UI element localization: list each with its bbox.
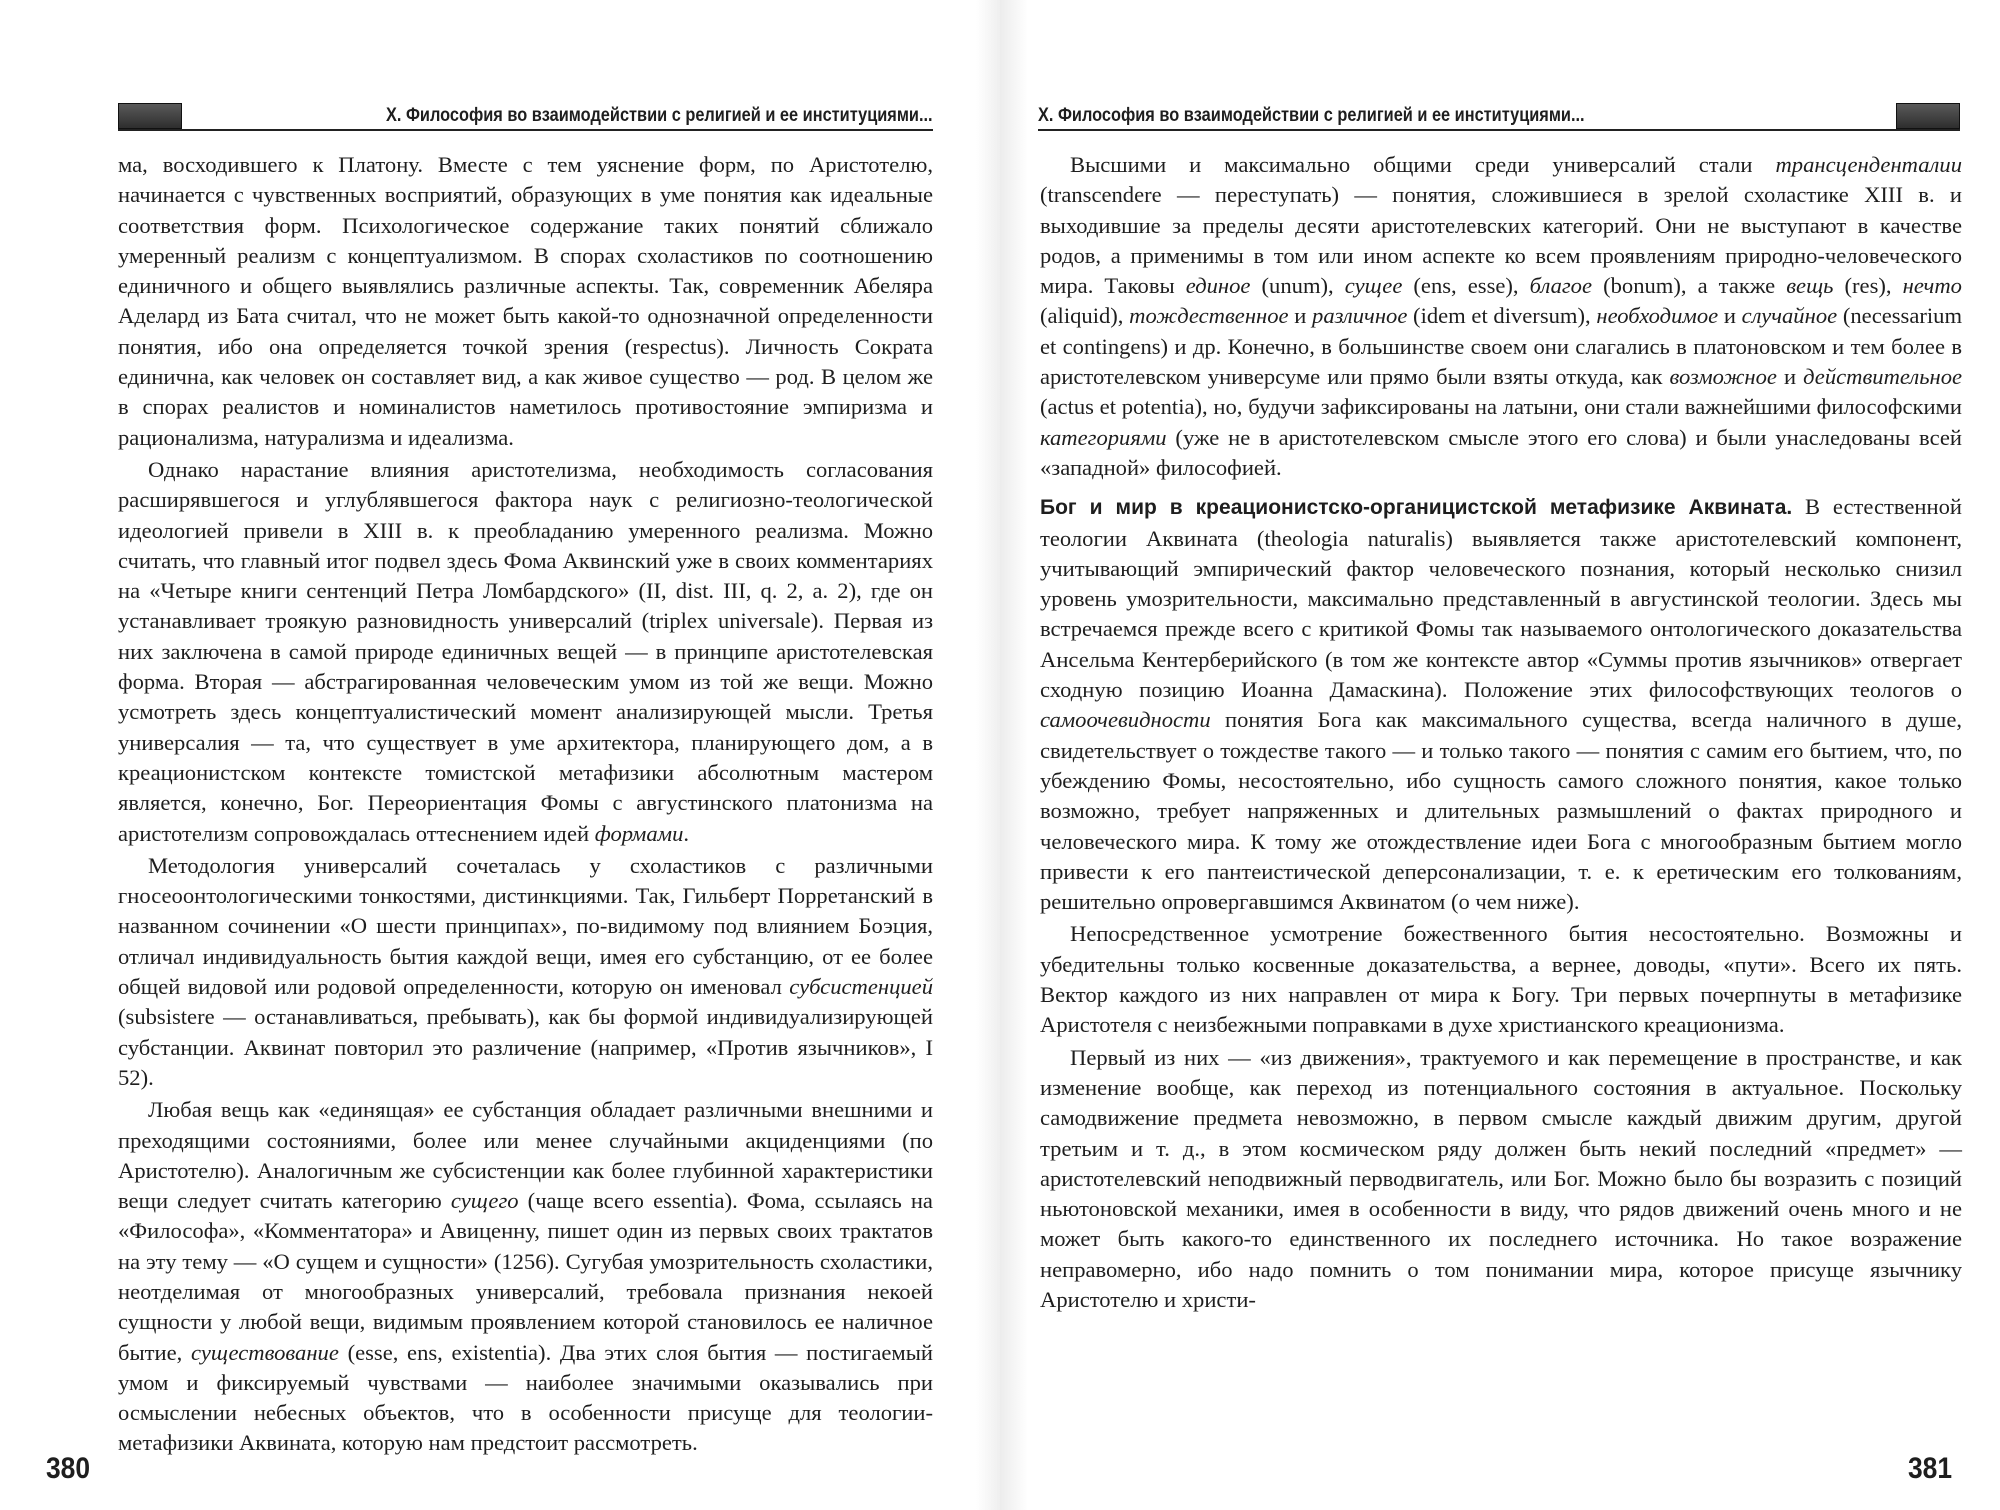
header-decor-block: [118, 103, 182, 129]
italic-term: тождественное: [1129, 303, 1289, 329]
paragraph-text: Высшими и максимально общими среди универсалий стали: [1070, 152, 1753, 177]
italic-term: сущее: [1344, 273, 1403, 299]
italic-term: благое: [1529, 273, 1593, 299]
paragraph-text: Методология универсалий сочеталась у схоластиков с различными гносеоонтологическими тонкостями, дистинкциями. Так, Гильберт Порретанский в названном сочинении «О шести принципах», по-видимому под влиянием Боэция, отличал индивидуальность бытия каждой вещи, имея его субстанцию, от ее более общей видовой или родовой определенности, которую он именовал: [118, 852, 933, 1000]
paragraph: Непосредственное усмотрение божественного бытия несостоятельно. Возможны и убедительны только косвенные доказательства, а вернее, доводы, «пути». Всего их пять. Вектор каждого из них направлен от мира к Богу. Три первых почерпнуты в метафизике Аристотеля с неизбежными поправками в духе христианского креационизма.: [1040, 921, 1962, 1038]
paragraph-text: (unum),: [1261, 273, 1334, 299]
paragraph: [118, 1095, 933, 1459]
italic-term: категориями: [1040, 424, 1167, 450]
italic-term: нечто: [1902, 273, 1962, 299]
running-header-title: X. Философия во взаимодействии с религией и ее институциями...: [386, 105, 933, 126]
paragraph-text: В естественной теологии Аквината (theologia naturalis) выявляется также аристотелевский компонент, учитывающий эмпирический фактор человеческого познания, который несколько снизил уровень умозрительности, максимально представленный в августинской теологии. Здесь мы встречаемся прежде всего с критикой Фомы так называемого онтологического доказательства Ансельма Кентерберийского (в том же контексте автор «Суммы против язычников» отвергает сходную позицию Иоанна Дамаскина). Положение этих философствующих теологов о: [1040, 494, 1962, 703]
running-header-right: [1038, 103, 1960, 131]
paragraph: [1040, 150, 1962, 483]
paragraph-text: и: [1294, 303, 1307, 329]
italic-term: существование: [191, 1339, 339, 1365]
italic-term: трансценденталии: [1775, 152, 1962, 177]
paragraph-text: (actus et potentia), но, будучи зафиксированы на латыни, они стали важнейшими философскими: [1040, 394, 1962, 420]
italic-term: сущего: [450, 1188, 519, 1214]
italic-term: случайное: [1741, 303, 1838, 329]
italic-term: необходимое: [1596, 303, 1719, 329]
paragraph-text: Любая вещь как «единящая» ее субстанция обладает различными внешними и преходящими состояниями, более или менее случайными акциденциями (по Аристотелю). Аналогичным же субсистенции как более глубинной характеристики вещи следует считать категорию: [118, 1097, 933, 1214]
paragraph-text: (idem et diversum),: [1413, 303, 1591, 329]
paragraph-text: Однако нарастание влияния аристотелизма, необходимость согласования расширявшегося и углублявшегося фактора наук с религиозно-теологической идеологией привели в XIII в. к преобладанию умеренного реализма. Можно считать, что главный итог подвел здесь Фома Аквинский уже в своих комментариях на «Четыре книги сентенций Петра Ломбардского» (II, dist. III, q. 2, a. 2), где он устанавливает троякую разновидность универсалий (triplex universale). Первая из них заключена в самой природе единичных вещей — в принципе аристотелевская форма. Вторая — абстрагированная человеческим умом из той же вещи. Можно усмотреть здесь концептуалистический момент анализирующей мысли. Третья универсалия — та, что существует в уме архитектора, планирующего дом, а в креационистском контексте томистской метафизики абсолютным мастером является, конечно, Бог. Переориентация Фомы с августинского платонизма на аристотелизм сопровождалась оттеснением идей: [118, 456, 933, 846]
paragraph-text: (уже не в аристотелевском смысле этого его слова) и были унаследованы всей «западной» философией.: [1040, 424, 1962, 480]
italic-term: вещь: [1786, 273, 1834, 299]
paragraph-text: (res),: [1844, 273, 1892, 299]
running-header-title: X. Философия во взаимодействии с религией и ее институциями...: [1038, 105, 1585, 126]
paragraph-text: (esse, ens, existentia). Два этих слоя бытия — постигаемый умом и фиксируемый чувствами — наиболее значимыми оказывались при осмыслении небесных объектов, что в особенности присуще для теологии-метафизики Аквината, которую нам предстоит рассмотреть.: [118, 1339, 933, 1456]
left-page-body: [118, 150, 933, 1459]
paragraph-text: (чаще всего essentia). Фома, ссылаясь на «Философа», «Комментатора» и Авиценну, пишет один из первых своих трактатов на эту тему — «О сущем и сущности» (1256). Сугубая умозрительность схоластики, неотделимая от многообразных универсалий, требовала признания некоей сущности у любой вещи, видимым проявлением которой становилось ее наличное бытие,: [118, 1188, 933, 1365]
paragraph-text: (bonum), а также: [1603, 273, 1776, 299]
page-number-right: 381: [1908, 1452, 1953, 1485]
paragraph: [1040, 492, 1962, 917]
paragraph: Первый из них — «из движения», трактуемого и как перемещение в пространстве, и как изменение вообще, как переход из потенциального состояния в актуальное. Поскольку самодвижение предмета невозможно, в первом смысле каждый движим другим, другой третьим и т. д., в этом космическом ряду должен быть некий последний «предмет» — аристотелевский неподвижный перводвигатель, или Бог. Можно было бы возразить с позиций ньютоновской механики, имея в особенности в виду, что рядов движений очень много и не может быть какого-то единственного их последнего источника. Но такое возражение неправомерно, ибо надо помнить о том понимании мира, которое присуще язычнику Аристотелю и христи-: [1040, 1044, 1962, 1312]
paragraph-text: и: [1723, 303, 1736, 329]
italic-term: самоочевидности: [1040, 707, 1211, 733]
right-page-body: [1040, 150, 1962, 1315]
italic-term: субсистенцией: [789, 974, 933, 1000]
paragraph-text: (necessarium et contingens) и др. Конечно, в большинстве своем они слагались в платоновском и тем более в аристотелевском универсуме или прямо были взяты откуда, как: [1040, 303, 1963, 390]
paragraph-text: (subsistere — останавливаться, пребывать), как бы формой индивидуализирующей субстанции. Аквинат повторил это различение (например, «Против язычников», I 52).: [118, 1004, 933, 1090]
paragraph: ма, восходившего к Платону. Вместе с тем уяснение форм, по Аристотелю, начинается с чувственных восприятий, образующих в уме понятия как идеальные соответствия форм. Психологическое содержание таких понятий сближало умеренный реализм с концептуализмом. В спорах схоластиков по соотношению единичного и общего выявлялись различные аспекты. Так, современник Абеляра Аделард из Бата считал, что не может быть какой-то однозначной определенности понятия, ибо она определяется точкой зрения (respectus). Личность Сократа единична, как человек он составляет вид, а как живое существо — род. В целом же в спорах реалистов и номиналистов наметилось противостояние эмпиризма и рационализма, натурализма и идеализма.: [118, 152, 933, 450]
paragraph-text: понятия Бога как максимального существа, всегда наличного в душе, свидетельствует о тождестве такого — и только такого — понятия с самим его бытием, что, по убеждению Фомы, несостоятельно, ибо сущность самого сложного понятия, какое только возможно, требует напряженных и длительных размышлений о фактах природного и человеческого мира. К тому же отождествление идеи Бога с многообразным бытием могло привести к его пантеистической деперсонализации, т. е. к еретическим его толкованиям, решительно опровергавшимся Аквинатом (о чем ниже).: [1040, 707, 1962, 915]
italic-term: действительное: [1803, 364, 1963, 390]
paragraph-text: и: [1783, 364, 1797, 390]
header-decor-block: [1896, 103, 1960, 129]
italic-term: возможное: [1669, 364, 1777, 390]
page-number-left: 380: [46, 1452, 91, 1485]
paragraph: Однако нарастание влияния аристотелизма, необходимость согласования расширявшегося и углублявшегося фактора наук с религиозно-теологической идеологией привели в XIII в. к преобладанию умеренного реализма. Можно считать, что главный итог подвел здесь Фома Аквинский уже в своих комментариях на «Четыре книги сентенций Петра Ломбардского» (II, dist. III, q. 2, a. 2), где он устанавливает троякую разновидность универсалий (triplex universale). Первая из них заключена в самой природе единичных вещей — в принципе аристотелевская форма. Вторая — абстрагированная человеческим умом из той же вещи. Можно усмотреть здесь концептуалистический момент анализирующей мысли. Третья универсалия — та, что существует в уме архитектора, планирующего дом, а в креационистском контексте томистской метафизики абсолютным мастером является, конечно, Бог. Переориентация Фомы с августинского платонизма на аристотелизм сопровождалась оттеснением идей формами.: [118, 456, 933, 846]
paragraph-text: (ens, esse),: [1413, 273, 1519, 299]
paragraph: [118, 851, 933, 1093]
italic-term: формами: [594, 820, 684, 846]
right-page: [1000, 0, 2000, 1510]
italic-term: различное: [1312, 303, 1408, 329]
paragraph-text: (transcendere — переступать) — понятия, сложившиеся в зрелой схоластике XIII в. и выходившие за пределы десяти аристотелевских категорий. Они не выступают в качестве родов, а применимы в том или ином аспекте ко всем проявлениям природно-человеческого мира. Таковы: [1040, 182, 1962, 299]
paragraph-text: (aliquid),: [1040, 303, 1124, 329]
italic-term: единое: [1185, 273, 1251, 299]
running-header-left: [118, 103, 933, 131]
section-subheading: Бог и мир в креационистско-органицистской метафизике Аквината.: [1040, 496, 1793, 520]
